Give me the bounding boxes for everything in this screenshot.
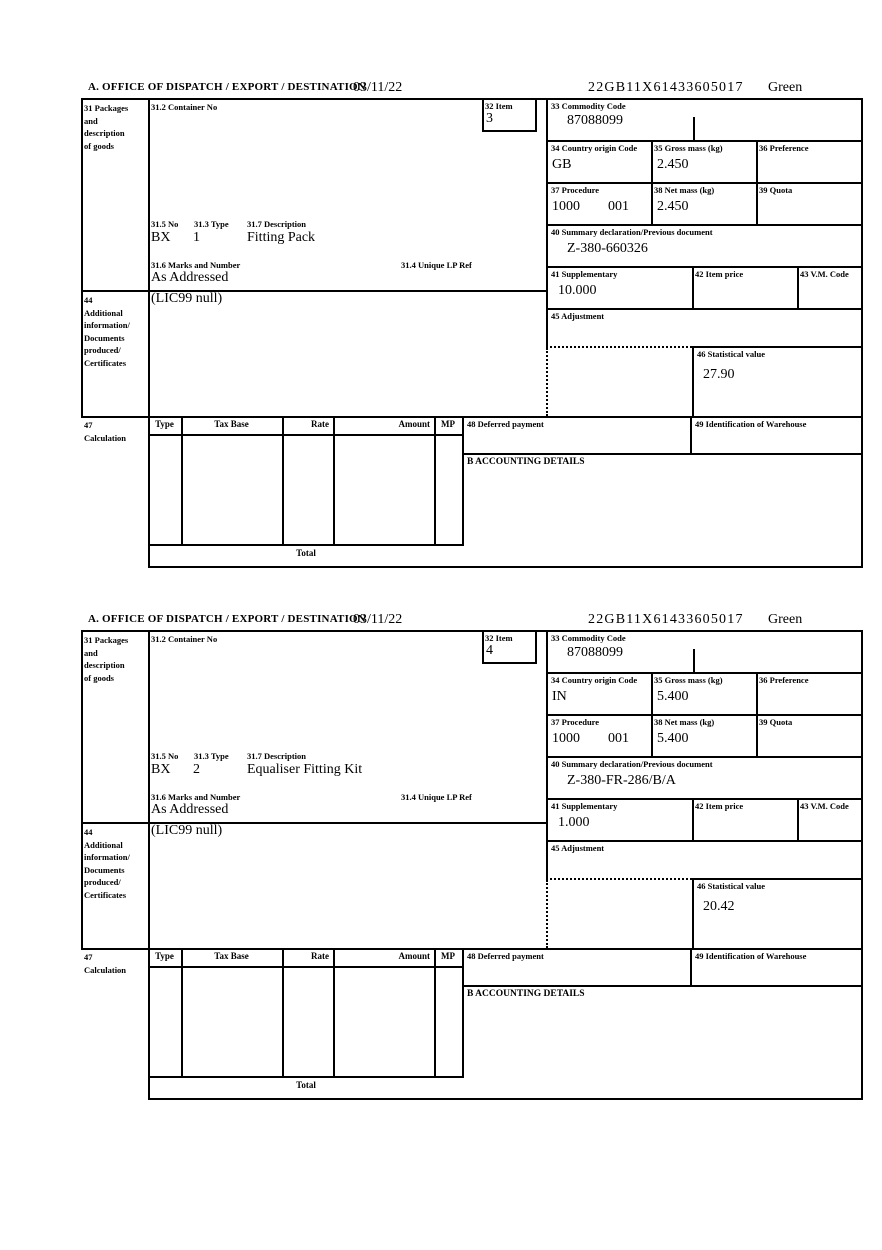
form-right-border	[861, 98, 863, 568]
box31-label	[84, 634, 128, 684]
box44-label-line: 44	[84, 295, 93, 305]
item-box-right	[535, 630, 537, 664]
gross-mass-label: 35 Gross mass (kg)	[654, 675, 723, 685]
statistical-value-label: 46 Statistical value	[697, 881, 765, 891]
net-mass-label: 38 Net mass (kg)	[654, 185, 715, 195]
box44-label-line: Certificates	[84, 889, 127, 900]
box31-label-line: of goods	[84, 140, 114, 151]
box44-label-line: Documents	[84, 864, 125, 875]
box47-label-line: Calculation	[84, 432, 127, 443]
box31-label-line: 31 Packages	[84, 635, 129, 645]
box42-43-divider	[797, 266, 799, 308]
unique-lp-ref-label: 31.4 Unique LP Ref	[401, 792, 472, 802]
box48-49-divider	[690, 416, 692, 455]
warehouse-id-label: 49 Identification of Warehouse	[695, 951, 807, 961]
package-type-label: 31.3 Type	[194, 219, 229, 229]
item-box-bottom	[482, 662, 537, 664]
procedure-code-value: 1000	[552, 199, 580, 214]
item-box-bottom	[482, 130, 537, 132]
deferred-payment-label: 48 Deferred payment	[467, 951, 544, 961]
accounting-details-label: B ACCOUNTING DETAILS	[467, 457, 585, 467]
package-number-value: 2	[193, 762, 200, 777]
gross-mass-value: 2.450	[657, 157, 689, 172]
box40-bottom	[546, 266, 861, 268]
box31-label-line: 31 Packages	[84, 103, 129, 113]
box47-label-line: 47	[84, 420, 93, 430]
commodity-code-separator-tick	[693, 117, 695, 140]
mrn-reference: 22GB11X61433605017	[588, 80, 744, 95]
box41-row-bottom	[546, 308, 861, 310]
item-box-left	[482, 630, 484, 664]
label-column-divider	[148, 630, 150, 1100]
right-column-left-border	[546, 630, 548, 880]
accounting-top-border	[462, 453, 863, 455]
box44-label-line: information/	[84, 852, 130, 862]
package-no-label: 31.5 No	[151, 751, 179, 761]
accounting-details-label: B ACCOUNTING DETAILS	[467, 989, 585, 999]
office-of-dispatch-header: A. OFFICE OF DISPATCH / EXPORT / DESTINATION	[88, 613, 366, 625]
box44-label-line: Certificates	[84, 357, 127, 368]
box41-42-divider	[692, 266, 694, 308]
calc-header-tax-base: Tax Base	[214, 951, 249, 961]
box31-label-line: and	[84, 115, 98, 126]
item-label: 32 Item	[485, 101, 513, 111]
deferred-payment-label: 48 Deferred payment	[467, 419, 544, 429]
previous-document-value: Z-380-660326	[567, 241, 648, 256]
box44-label	[84, 826, 130, 901]
accounting-top-border	[462, 985, 863, 987]
box34-row-bottom	[546, 714, 861, 716]
procedure-ext-value: 001	[608, 731, 629, 746]
adjustment-label: 45 Adjustment	[551, 843, 605, 853]
item-box-right	[535, 98, 537, 132]
commodity-code-separator-tick	[693, 649, 695, 672]
procedure-code-value: 1000	[552, 731, 580, 746]
box41-row-bottom	[546, 840, 861, 842]
box48-49-divider	[690, 948, 692, 987]
box44-label-line: Additional	[84, 839, 123, 850]
supplementary-value: 1.000	[558, 815, 590, 830]
declaration-item-section	[81, 80, 863, 572]
preference-label: 36 Preference	[759, 675, 809, 685]
package-number-value: 1	[193, 230, 200, 245]
supplementary-label: 41 Supplementary	[551, 801, 618, 811]
marks-value: As Addressed	[151, 270, 229, 285]
mrn-reference: 22GB11X61433605017	[588, 612, 744, 627]
box41-42-divider	[692, 798, 694, 840]
dotted-left-border	[546, 880, 548, 948]
calc-total-label: Total	[296, 1080, 316, 1090]
box44-label	[84, 294, 130, 369]
form-bottom-border	[148, 566, 863, 568]
box47-label	[84, 419, 126, 444]
dispatch-date: 03/11/22	[353, 80, 403, 95]
calc-header-amount: Amount	[398, 419, 430, 429]
supplementary-label: 41 Supplementary	[551, 269, 618, 279]
box44-label-line: information/	[84, 320, 130, 330]
form-left-border	[81, 98, 83, 418]
box44-label-line: Documents	[84, 332, 125, 343]
package-type-label: 31.3 Type	[194, 751, 229, 761]
summary-declaration-label: 40 Summary declaration/Previous document	[551, 759, 713, 769]
box37-row-bottom	[546, 756, 861, 758]
commodity-code-value: 87088099	[567, 645, 623, 660]
calc-header-rate: Rate	[311, 419, 329, 429]
package-kind-value: BX	[151, 230, 171, 245]
box44-label-line: produced/	[84, 345, 121, 355]
country-origin-value: IN	[552, 689, 567, 704]
additional-info-value: (LIC99 null)	[151, 291, 223, 306]
dotted-left-border	[546, 348, 548, 416]
dotted-top-border	[546, 346, 692, 348]
label-column-divider	[148, 98, 150, 568]
preference-label: 36 Preference	[759, 143, 809, 153]
package-no-label: 31.5 No	[151, 219, 179, 229]
statistical-value: 20.42	[703, 899, 735, 914]
box31-label-line: description	[84, 660, 125, 670]
country-origin-label: 34 Country origin Code	[551, 143, 638, 153]
form-top-border	[81, 98, 863, 100]
box33-bottom	[546, 140, 861, 142]
calc-header-type: Type	[155, 419, 174, 429]
container-no-label: 31.2 Container No	[151, 102, 218, 112]
commodity-code-label: 33 Commodity Code	[551, 633, 626, 643]
calc-header-type: Type	[155, 951, 174, 961]
net-mass-value: 2.450	[657, 199, 689, 214]
commodity-code-label: 33 Commodity Code	[551, 101, 626, 111]
item-price-label: 42 Item price	[695, 801, 744, 811]
net-mass-value: 5.400	[657, 731, 689, 746]
form-top-border	[81, 630, 863, 632]
procedure-ext-value: 001	[608, 199, 629, 214]
warehouse-id-label: 49 Identification of Warehouse	[695, 419, 807, 429]
calc-table-bottom	[148, 544, 464, 546]
box37-row-bottom	[546, 224, 861, 226]
right-column-left-border	[546, 98, 548, 348]
box47-label	[84, 951, 126, 976]
dotted-top-border	[546, 878, 692, 880]
goods-description-value: Equaliser Fitting Kit	[247, 762, 363, 777]
box31-label-line: description	[84, 128, 125, 138]
box47-row-top-border	[81, 416, 863, 418]
statistical-value: 27.90	[703, 367, 735, 382]
calc-table-bottom	[148, 1076, 464, 1078]
marks-and-number-label: 31.6 Marks and Number	[151, 260, 241, 270]
form-right-border	[861, 630, 863, 1100]
calc-header-bottom	[148, 966, 464, 968]
item-number-value: 4	[486, 643, 493, 658]
form-left-border	[81, 630, 83, 950]
goods-description-value: Fitting Pack	[247, 230, 316, 245]
box47-label-line: Calculation	[84, 964, 127, 975]
calc-header-amount: Amount	[398, 951, 430, 961]
vm-code-label: 43 V.M. Code	[800, 801, 849, 811]
routing-status: Green	[768, 80, 803, 95]
marks-and-number-label: 31.6 Marks and Number	[151, 792, 241, 802]
commodity-code-value: 87088099	[567, 113, 623, 128]
quota-label: 39 Quota	[759, 717, 793, 727]
calc-total-label: Total	[296, 548, 316, 558]
procedure-label: 37 Procedure	[551, 717, 600, 727]
box31-label-line: and	[84, 647, 98, 658]
box46-left	[692, 346, 694, 416]
description-label: 31.7 Description	[247, 219, 307, 229]
marks-value: As Addressed	[151, 802, 229, 817]
net-mass-label: 38 Net mass (kg)	[654, 717, 715, 727]
calc-header-mp: MP	[441, 419, 455, 429]
form-bottom-border	[148, 1098, 863, 1100]
vm-code-label: 43 V.M. Code	[800, 269, 849, 279]
container-no-label: 31.2 Container No	[151, 634, 218, 644]
calc-header-bottom	[148, 434, 464, 436]
box47-row-top-border	[81, 948, 863, 950]
country-origin-label: 34 Country origin Code	[551, 675, 638, 685]
box33-bottom	[546, 672, 861, 674]
previous-document-value: Z-380-FR-286/B/A	[567, 773, 676, 788]
dispatch-date: 03/11/22	[353, 612, 403, 627]
box46-top	[692, 346, 861, 348]
description-label: 31.7 Description	[247, 751, 307, 761]
item-price-label: 42 Item price	[695, 269, 744, 279]
package-kind-value: BX	[151, 762, 171, 777]
procedure-label: 37 Procedure	[551, 185, 600, 195]
summary-declaration-label: 40 Summary declaration/Previous document	[551, 227, 713, 237]
box47-label-line: 47	[84, 952, 93, 962]
box44-label-line: produced/	[84, 877, 121, 887]
box46-top	[692, 878, 861, 880]
unique-lp-ref-label: 31.4 Unique LP Ref	[401, 260, 472, 270]
box42-43-divider	[797, 798, 799, 840]
box34-row-bottom	[546, 182, 861, 184]
calc-header-mp: MP	[441, 951, 455, 961]
box44-label-line: 44	[84, 827, 93, 837]
statistical-value-label: 46 Statistical value	[697, 349, 765, 359]
office-of-dispatch-header: A. OFFICE OF DISPATCH / EXPORT / DESTINATION	[88, 81, 366, 93]
quota-label: 39 Quota	[759, 185, 793, 195]
calc-header-tax-base: Tax Base	[214, 419, 249, 429]
adjustment-label: 45 Adjustment	[551, 311, 605, 321]
country-origin-value: GB	[552, 157, 572, 172]
item-number-value: 3	[486, 111, 493, 126]
additional-info-value: (LIC99 null)	[151, 823, 223, 838]
calc-header-rate: Rate	[311, 951, 329, 961]
declaration-item-section	[81, 612, 863, 1104]
box40-bottom	[546, 798, 861, 800]
box44-label-line: Additional	[84, 307, 123, 318]
routing-status: Green	[768, 612, 803, 627]
gross-mass-value: 5.400	[657, 689, 689, 704]
box46-left	[692, 878, 694, 948]
box31-label	[84, 102, 128, 152]
supplementary-value: 10.000	[558, 283, 597, 298]
gross-mass-label: 35 Gross mass (kg)	[654, 143, 723, 153]
item-label: 32 Item	[485, 633, 513, 643]
box31-label-line: of goods	[84, 672, 114, 683]
item-box-left	[482, 98, 484, 132]
